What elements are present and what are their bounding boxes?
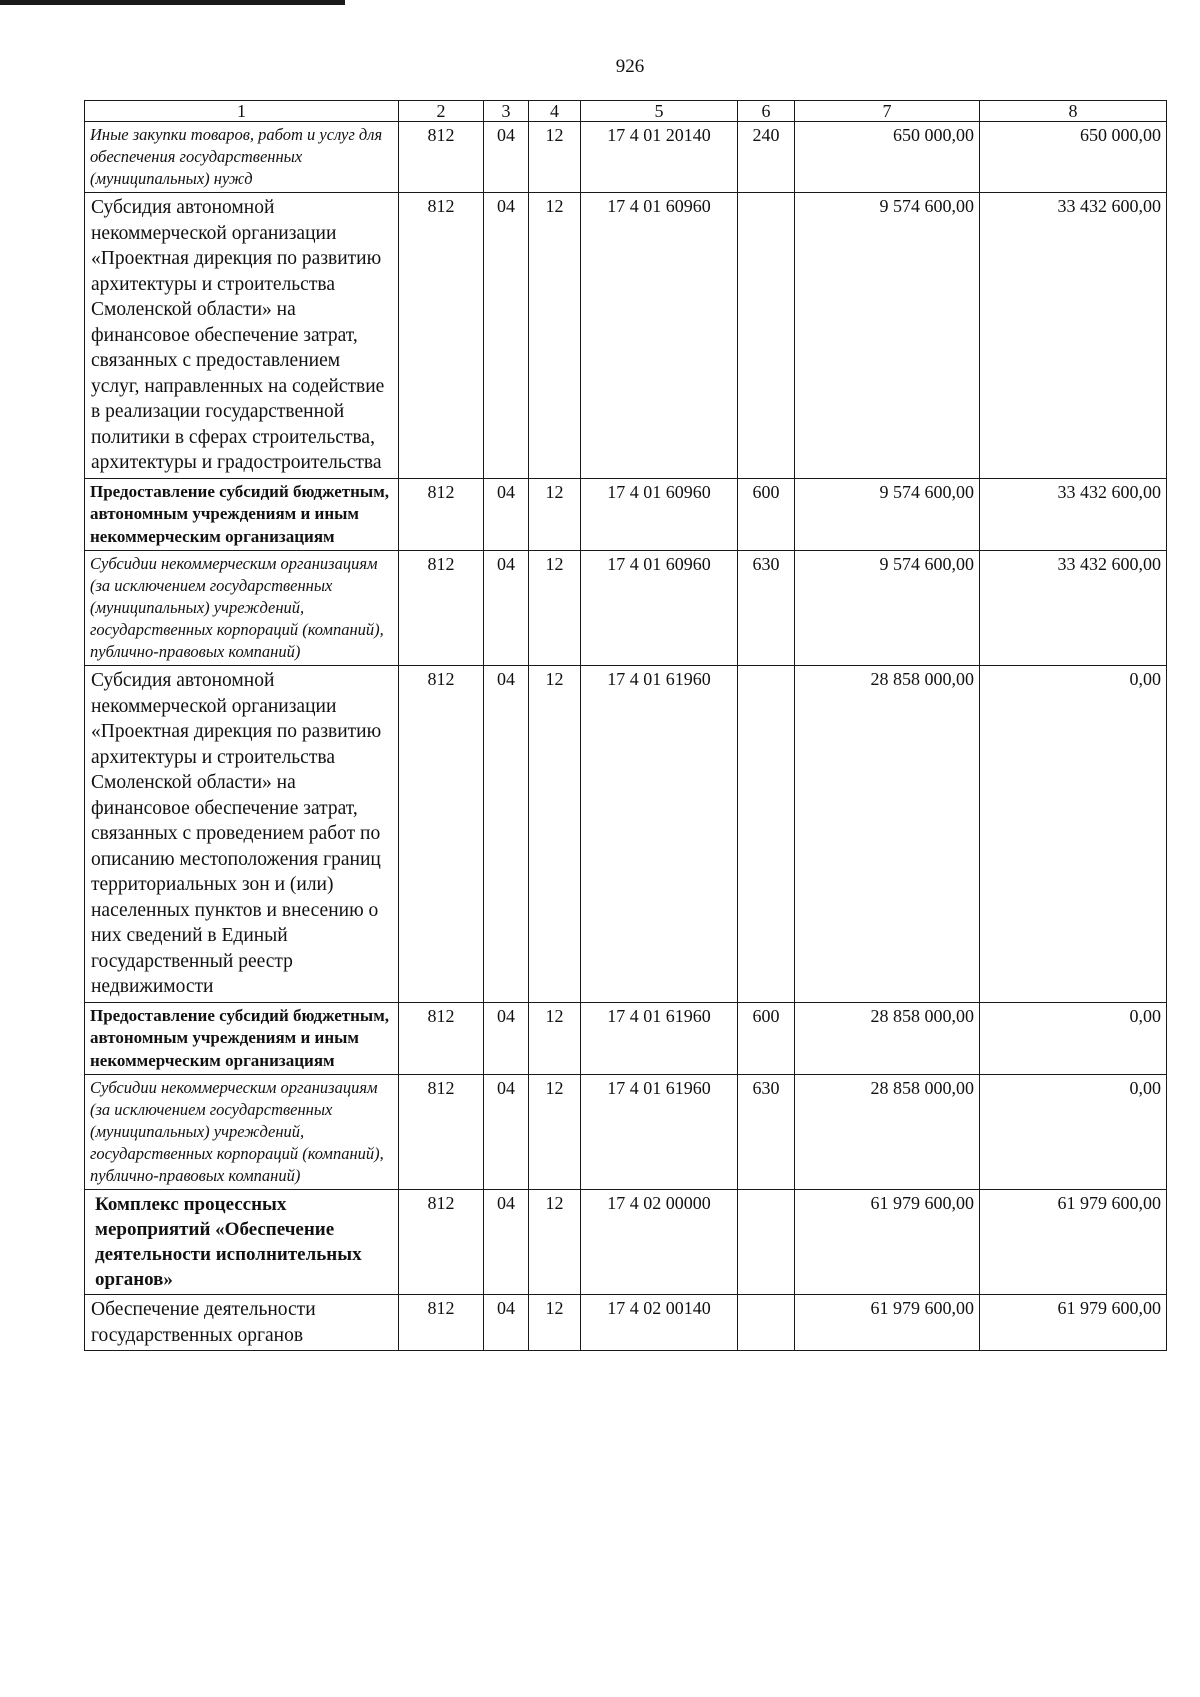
row-col-6: 600 [738,1002,795,1075]
scan-edge-mark [0,0,345,5]
row-description: Субсидия автономной некоммерческой организации «Проектная дирекция по развитию архитектуры и строительства Смоленской области» на финансовое обеспечение затрат, связанных с предоставлением услуг, направленных на содействие в реализации государственной политики в сферах строительства, архитектуры и градостроительства [85,193,399,479]
row-col-5: 17 4 01 60960 [581,551,738,666]
row-col-2: 812 [399,193,484,479]
row-col-6 [738,666,795,1003]
row-col-7: 9 574 600,00 [795,193,980,479]
table-row [85,666,1167,1003]
row-col-2: 812 [399,1075,484,1190]
row-col-8: 650 000,00 [980,122,1167,193]
row-col-8: 0,00 [980,1075,1167,1190]
row-col-7: 28 858 000,00 [795,1002,980,1075]
header-col-7: 7 [795,101,980,122]
row-description: Субсидии некоммерческим организациям (за исключением государственных (муниципальных) учреждений, государственных корпораций (компаний), публично-правовых компаний) [85,551,399,666]
row-col-8: 0,00 [980,666,1167,1003]
row-col-8: 0,00 [980,1002,1167,1075]
table-row [85,1075,1167,1190]
row-col-3: 04 [484,478,529,551]
row-col-8: 33 432 600,00 [980,478,1167,551]
row-col-2: 812 [399,1002,484,1075]
row-col-5: 17 4 01 61960 [581,666,738,1003]
row-description: Предоставление субсидий бюджетным, автономным учреждениям и иным некоммерческим организациям [85,478,399,551]
row-col-3: 04 [484,1002,529,1075]
header-col-3: 3 [484,101,529,122]
row-col-5: 17 4 02 00000 [581,1190,738,1295]
row-col-6: 630 [738,1075,795,1190]
row-col-4: 12 [529,1295,581,1351]
row-col-7: 61 979 600,00 [795,1295,980,1351]
row-description: Иные закупки товаров, работ и услуг для обеспечения государственных (муниципальных) нужд [85,122,399,193]
row-description: Субсидии некоммерческим организациям (за исключением государственных (муниципальных) учреждений, государственных корпораций (компаний), публично-правовых компаний) [85,1075,399,1190]
header-col-5: 5 [581,101,738,122]
row-col-8: 33 432 600,00 [980,193,1167,479]
row-col-6 [738,1190,795,1295]
row-col-4: 12 [529,478,581,551]
table-row [85,1190,1167,1295]
header-col-8: 8 [980,101,1167,122]
row-col-6: 240 [738,122,795,193]
header-col-1: 1 [85,101,399,122]
row-col-7: 61 979 600,00 [795,1190,980,1295]
row-col-5: 17 4 01 60960 [581,478,738,551]
budget-table [84,100,1167,1351]
row-col-8: 61 979 600,00 [980,1295,1167,1351]
row-col-6: 600 [738,478,795,551]
row-col-2: 812 [399,478,484,551]
row-col-7: 9 574 600,00 [795,551,980,666]
row-description: Обеспечение деятельности государственных органов [85,1295,399,1351]
table-row [85,193,1167,479]
row-col-7: 650 000,00 [795,122,980,193]
page-number: 926 [615,56,645,77]
table-row [85,122,1167,193]
row-description: Субсидия автономной некоммерческой организации «Проектная дирекция по развитию архитектуры и строительства Смоленской области» на финансовое обеспечение затрат, связанных с проведением работ по описанию местоположения границ территориальных зон и (или) населенных пунктов и внесению о них сведений в Единый государственный реестр недвижимости [85,666,399,1003]
row-col-3: 04 [484,551,529,666]
row-col-7: 9 574 600,00 [795,478,980,551]
row-col-4: 12 [529,193,581,479]
row-col-4: 12 [529,1190,581,1295]
row-col-5: 17 4 01 60960 [581,193,738,479]
table-row [85,1295,1167,1351]
row-col-3: 04 [484,666,529,1003]
row-col-5: 17 4 01 61960 [581,1002,738,1075]
table-row [85,478,1167,551]
header-col-2: 2 [399,101,484,122]
row-col-2: 812 [399,551,484,666]
row-col-4: 12 [529,122,581,193]
header-col-4: 4 [529,101,581,122]
table-row [85,551,1167,666]
row-col-5: 17 4 02 00140 [581,1295,738,1351]
row-col-5: 17 4 01 61960 [581,1075,738,1190]
row-col-3: 04 [484,193,529,479]
row-col-4: 12 [529,1002,581,1075]
row-col-2: 812 [399,666,484,1003]
row-col-8: 61 979 600,00 [980,1190,1167,1295]
row-col-4: 12 [529,666,581,1003]
row-col-2: 812 [399,1190,484,1295]
row-col-3: 04 [484,1190,529,1295]
row-col-3: 04 [484,122,529,193]
table-row [85,1002,1167,1075]
row-col-6 [738,1295,795,1351]
row-col-4: 12 [529,551,581,666]
row-col-2: 812 [399,1295,484,1351]
row-col-7: 28 858 000,00 [795,666,980,1003]
row-col-3: 04 [484,1295,529,1351]
row-description: Комплекс процессных мероприятий «Обеспечение деятельности исполнительных органов» [85,1190,399,1295]
row-col-5: 17 4 01 20140 [581,122,738,193]
row-description: Предоставление субсидий бюджетным, автономным учреждениям и иным некоммерческим организациям [85,1002,399,1075]
row-col-6 [738,193,795,479]
header-row [85,101,1167,122]
row-col-3: 04 [484,1075,529,1190]
row-col-4: 12 [529,1075,581,1190]
row-col-6: 630 [738,551,795,666]
row-col-8: 33 432 600,00 [980,551,1167,666]
row-col-2: 812 [399,122,484,193]
row-col-7: 28 858 000,00 [795,1075,980,1190]
header-col-6: 6 [738,101,795,122]
